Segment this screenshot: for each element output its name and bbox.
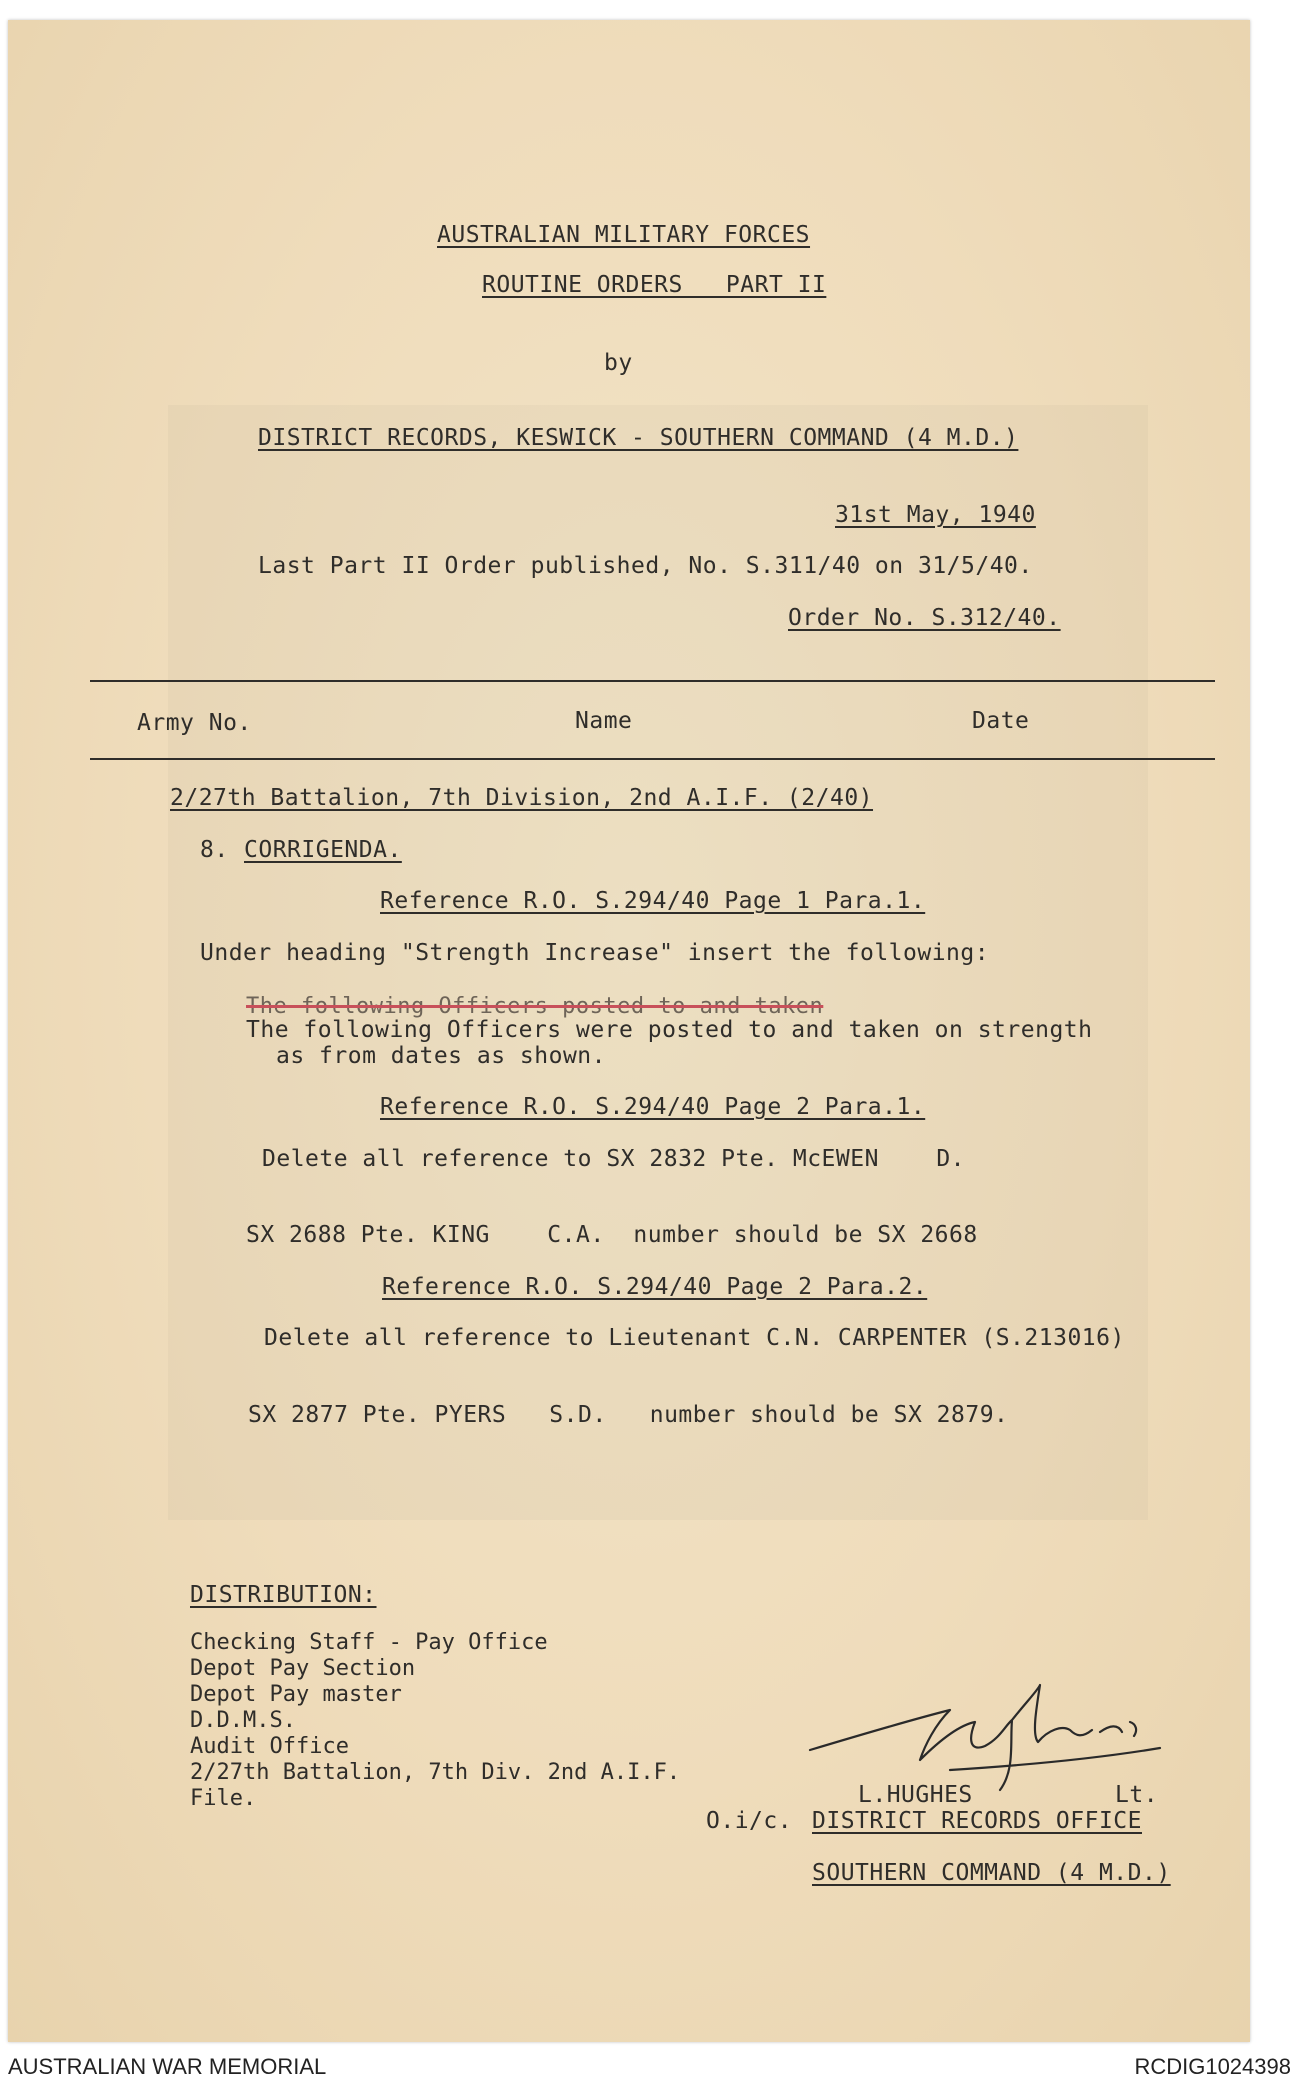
reference-2: Reference R.O. S.294/40 Page 2 Para.1.: [380, 1094, 926, 1120]
reference-3-correction: SX 2877 Pte. PYERS S.D. number should be SX 2879.: [248, 1402, 1009, 1428]
distribution-item: Audit Office: [190, 1734, 349, 1759]
distribution-item: Depot Pay Section: [190, 1656, 416, 1681]
struck-out-line: The following Officers posted to and taken: [246, 994, 824, 1019]
reference-1-instruction: Under heading "Strength Increase" insert the following:: [200, 940, 990, 966]
distribution-heading: DISTRIBUTION:: [190, 1582, 377, 1608]
distribution-item: Checking Staff - Pay Office: [190, 1630, 548, 1655]
reference-3: Reference R.O. S.294/40 Page 2 Para.2.: [382, 1274, 928, 1300]
archive-footer: [0, 2050, 1299, 2082]
reference-3-delete: Delete all reference to Lieutenant C.N. CARPENTER (S.213016): [264, 1325, 1125, 1351]
reference-2-delete: Delete all reference to SX 2832 Pte. McEWEN D.: [262, 1146, 966, 1172]
distribution-item: D.D.M.S.: [190, 1708, 296, 1733]
column-header-army-no: Army No.: [137, 710, 252, 736]
last-order-line: Last Part II Order published, No. S.311/40 on 31/5/40.: [258, 553, 1033, 579]
distribution-item: Depot Pay master: [190, 1682, 402, 1707]
heading-issuer: DISTRICT RECORDS, KESWICK - SOUTHERN COMMAND (4 M.D.): [258, 425, 1019, 451]
reference-1: Reference R.O. S.294/40 Page 1 Para.1.: [380, 888, 926, 914]
table-rule-bottom: [90, 758, 1215, 760]
order-number: Order No. S.312/40.: [788, 605, 1061, 631]
office-line-2: SOUTHERN COMMAND (4 M.D.): [812, 1860, 1171, 1886]
office-line-1: DISTRICT RECORDS OFFICE: [812, 1808, 1142, 1834]
distribution-list: [190, 1630, 680, 1812]
inserted-text-line-1: The following Officers were posted to and taken on strength: [246, 1017, 1093, 1043]
table-rule-top: [90, 680, 1215, 682]
distribution-item: File.: [190, 1786, 257, 1811]
column-header-date: Date: [972, 708, 1030, 734]
office-prefix: O.i/c.: [706, 1808, 793, 1834]
footer-source: AUSTRALIAN WAR MEMORIAL: [8, 2054, 327, 2079]
unit-heading: 2/27th Battalion, 7th Division, 2nd A.I.F. (2/40): [170, 785, 874, 811]
order-date: 31st May, 1940: [835, 502, 1036, 528]
distribution-item: 2/27th Battalion, 7th Div. 2nd A.I.F.: [190, 1760, 681, 1785]
reference-2-correction: SX 2688 Pte. KING C.A. number should be SX 2668: [246, 1222, 978, 1248]
column-header-name: Name: [575, 708, 633, 734]
section-number: 8.: [200, 837, 229, 863]
inserted-text-line-2: as from dates as shown.: [276, 1043, 606, 1069]
heading-by: by: [604, 350, 633, 376]
section-title: CORRIGENDA.: [244, 837, 402, 863]
heading-organisation: AUSTRALIAN MILITARY FORCES: [437, 222, 811, 248]
signatory-name: L.HUGHES: [858, 1782, 973, 1808]
signatory-rank: Lt.: [1115, 1782, 1159, 1808]
footer-identifier: RCDIG1024398: [1134, 2054, 1291, 2079]
heading-routine-orders: ROUTINE ORDERS PART II: [482, 272, 827, 298]
